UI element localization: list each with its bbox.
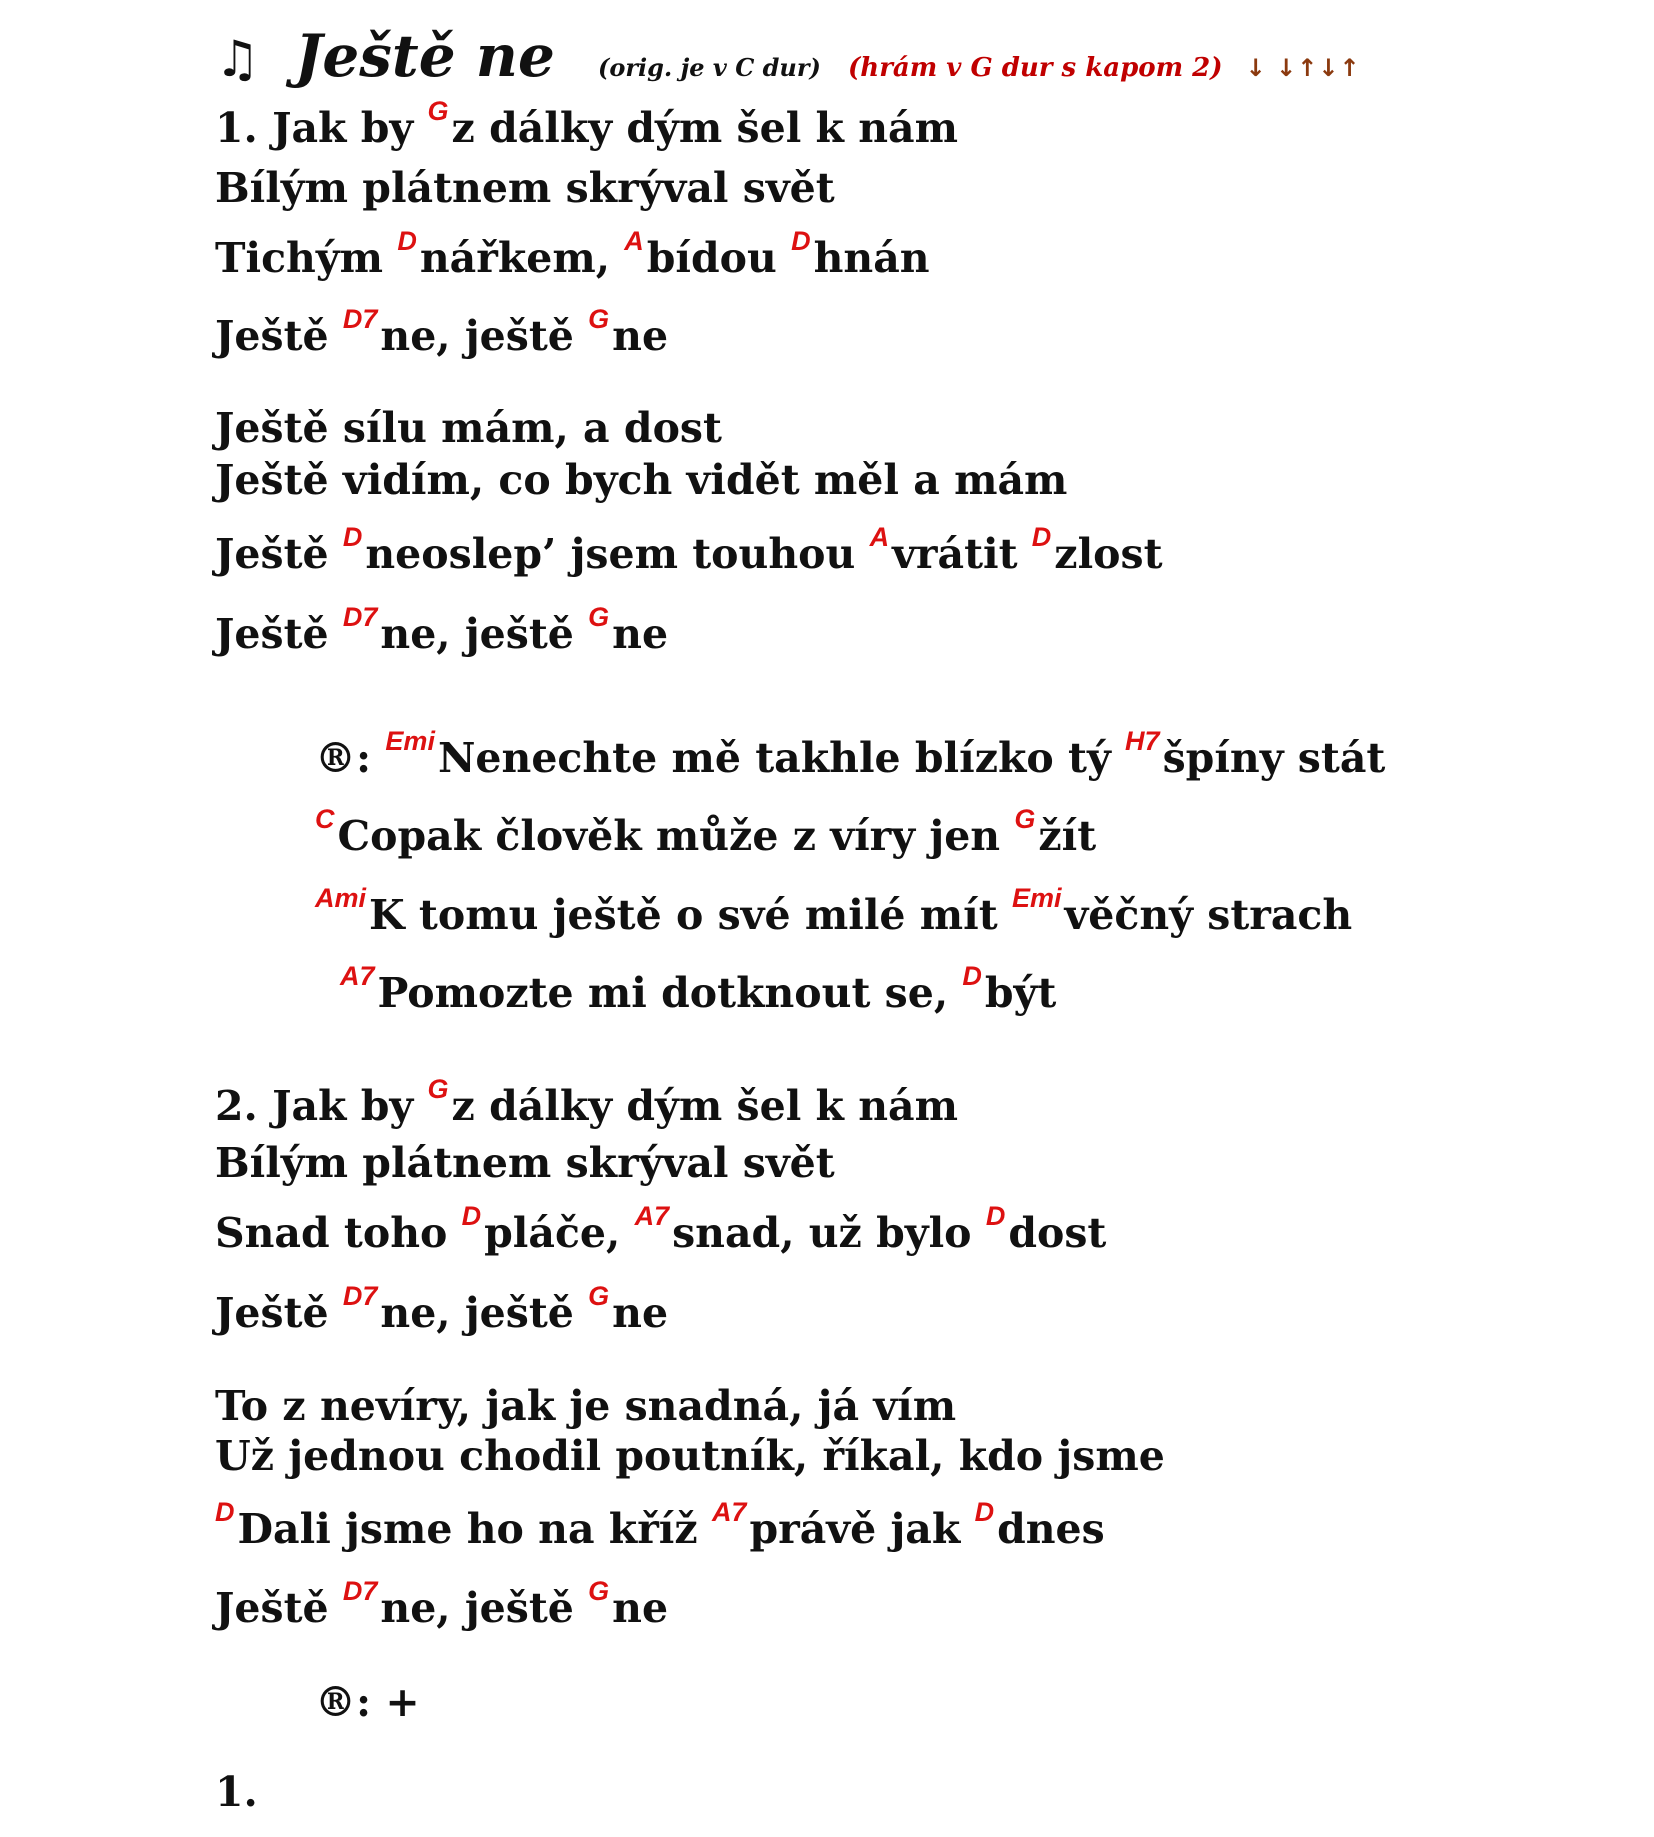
lyric-text: K tomu ještě o své milé mít xyxy=(369,891,1012,939)
lyric-line xyxy=(215,1281,669,1337)
lyric-text: ne, ještě xyxy=(380,1584,589,1632)
lyric-line xyxy=(315,726,1386,782)
lyric-text: ®: xyxy=(315,734,386,782)
lyric-text: nářkem, xyxy=(419,234,625,282)
chord-label: D xyxy=(962,961,982,991)
chord-label: A7 xyxy=(711,1497,747,1527)
lyric-text: Ještě xyxy=(215,1289,343,1337)
chord-label: D xyxy=(985,1201,1006,1231)
eighth-notes-icon: ♫ xyxy=(215,30,260,88)
lyric-text: Ještě sílu mám, a dost xyxy=(215,404,722,452)
lyric-text: snad, už bylo xyxy=(672,1209,986,1257)
lyric-text: věčný strach xyxy=(1064,891,1353,939)
lyric-text: Pomozte mi dotknout se, xyxy=(377,969,963,1017)
lyric-line xyxy=(315,883,1353,939)
chord-label: D xyxy=(461,1201,482,1231)
lyric-text: bídou xyxy=(646,234,792,282)
chord-label: H7 xyxy=(1125,726,1160,756)
lyric-line xyxy=(215,226,930,282)
capo-note: (hrám v G dur s kapom 2) xyxy=(847,53,1223,83)
lyric-text: 2. Jak by xyxy=(215,1082,428,1130)
lyric-line xyxy=(215,1576,669,1632)
lyric-text: z dálky dým šel k nám xyxy=(451,1082,958,1130)
chord-label: G xyxy=(427,1074,449,1104)
lyric-text: žít xyxy=(1038,812,1097,860)
chord-label: A7 xyxy=(634,1201,670,1231)
lyric-text: Bílým plátnem skrýval svět xyxy=(215,1139,835,1187)
lyric-line xyxy=(215,304,669,360)
lyric-text: dnes xyxy=(997,1505,1105,1553)
chord-label: D7 xyxy=(342,602,378,632)
lyric-text: Tichým xyxy=(215,234,398,282)
lyric-text: být xyxy=(984,969,1057,1017)
lyric-text: ®: + xyxy=(315,1678,420,1726)
lyric-line xyxy=(340,961,1057,1017)
lyric-text: ne xyxy=(612,610,669,658)
lyric-text: ne, ještě xyxy=(380,1289,589,1337)
chord-label: D xyxy=(215,1497,235,1527)
lyric-line xyxy=(215,1497,1105,1553)
lyric-text: ne xyxy=(612,1289,669,1337)
lyric-text: To z nevíry, jak je snadná, já vím xyxy=(215,1382,957,1430)
lyric-line xyxy=(215,1074,958,1130)
chord-label: G xyxy=(588,1281,610,1311)
lyric-text: Ještě xyxy=(215,312,343,360)
lyric-line xyxy=(215,1139,835,1187)
lyric-text: ne, ještě xyxy=(380,610,589,658)
chord-label: D7 xyxy=(342,1576,378,1606)
lyric-text: 1. Jak by xyxy=(215,104,428,152)
lyric-line xyxy=(215,164,835,212)
lyric-text: hnán xyxy=(813,234,930,282)
lyric-text: pláče, xyxy=(484,1209,635,1257)
lyric-line xyxy=(215,1382,957,1430)
lyric-line xyxy=(215,522,1163,578)
lyric-text: ne xyxy=(612,1584,669,1632)
chord-label: D7 xyxy=(342,1281,378,1311)
lyric-line xyxy=(215,1432,1165,1480)
chord-label: G xyxy=(588,1576,610,1606)
lyric-text: vrátit xyxy=(892,530,1032,578)
lyric-text: zlost xyxy=(1054,530,1163,578)
lyric-text: Ještě xyxy=(215,610,343,658)
lyric-text: ne, ještě xyxy=(380,312,589,360)
lyric-text: Bílým plátnem skrýval svět xyxy=(215,164,835,212)
chord-label: G xyxy=(588,304,610,334)
chord-label: G xyxy=(588,602,610,632)
lyric-text: neoslep’ jsem touhou xyxy=(365,530,870,578)
lyric-text: z dálky dým šel k nám xyxy=(451,104,958,152)
lyric-line xyxy=(215,96,958,152)
chord-label: A xyxy=(624,226,644,256)
lyric-text: Ještě xyxy=(215,1584,343,1632)
lyric-line xyxy=(215,404,722,452)
lyric-text: právě jak xyxy=(749,1505,975,1553)
lyric-text: ne xyxy=(612,312,669,360)
lyric-line xyxy=(315,804,1097,860)
song-title: Ještě ne xyxy=(294,22,555,90)
lyric-text: Ještě vidím, co bych vidět měl a mám xyxy=(215,456,1068,504)
chord-label: D xyxy=(791,226,811,256)
lyric-text: Nenechte mě takhle blízko tý xyxy=(437,734,1126,782)
lyric-text: 1. xyxy=(215,1768,258,1816)
chord-label: D xyxy=(1031,522,1052,552)
lyric-text: Snad toho xyxy=(215,1209,462,1257)
chord-label: A xyxy=(869,522,890,552)
chord-label: Emi xyxy=(385,726,435,756)
chord-label: Ami xyxy=(315,883,367,913)
lyric-line xyxy=(215,1201,1107,1257)
lyric-text: dost xyxy=(1008,1209,1107,1257)
song-header xyxy=(215,22,1361,90)
chord-label: G xyxy=(1014,804,1036,834)
strumming-pattern-icon: ↓ ↓↑↓↑ xyxy=(1245,54,1361,82)
chord-label: D xyxy=(342,522,363,552)
chord-label: D xyxy=(974,1497,995,1527)
chord-label: D xyxy=(397,226,417,256)
lyric-text: špíny stát xyxy=(1162,734,1386,782)
original-key-note: (orig. je v C dur) xyxy=(597,53,821,82)
lyric-line xyxy=(215,1768,258,1816)
lyric-text: Copak člověk může z víry jen xyxy=(337,812,1015,860)
chord-label: C xyxy=(315,804,335,834)
chord-label: Emi xyxy=(1011,883,1062,913)
lyric-line xyxy=(315,1678,420,1726)
chord-label: G xyxy=(427,96,449,126)
lyric-text: Už jednou chodil poutník, říkal, kdo jsme xyxy=(215,1432,1165,1480)
lyric-line xyxy=(215,456,1068,504)
chord-label: D7 xyxy=(342,304,378,334)
lyric-line xyxy=(215,602,669,658)
lyric-text: Ještě xyxy=(215,530,343,578)
chord-label: A7 xyxy=(340,961,375,991)
lyric-text: Dali jsme ho na kříž xyxy=(237,1505,712,1553)
